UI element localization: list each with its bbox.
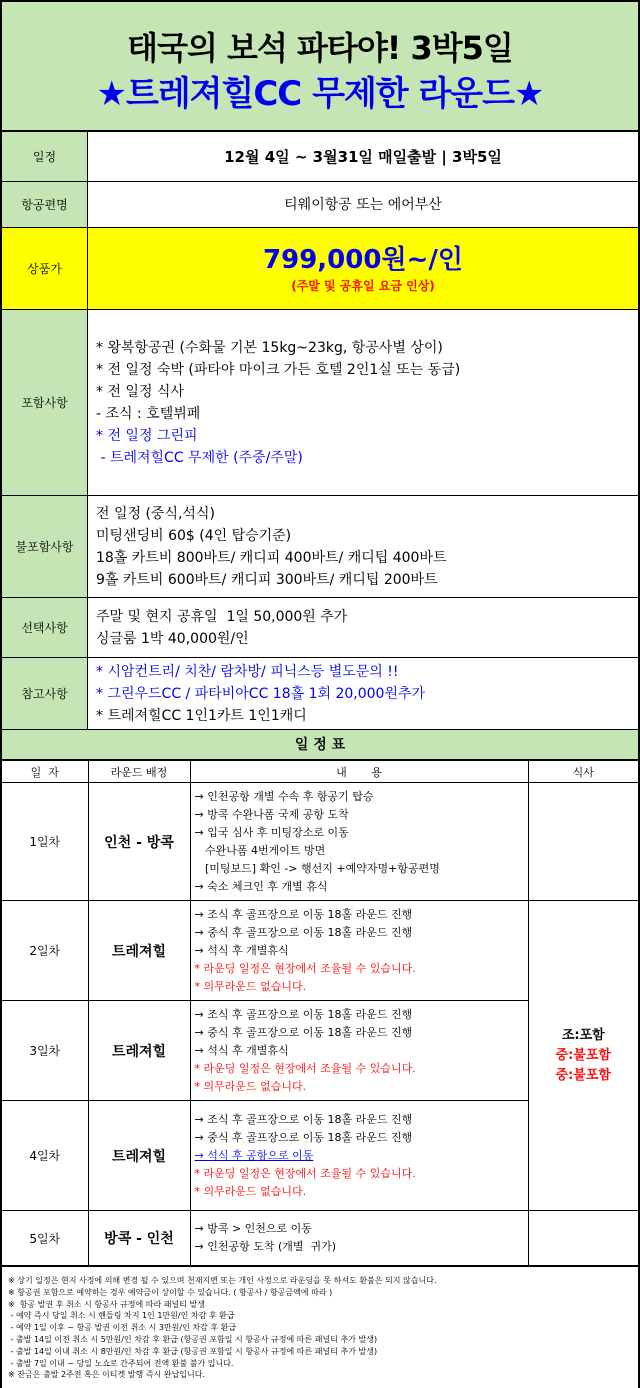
meal-lunch-2: 중:불포함 [555,1067,611,1083]
note-line: - 출발 14일 이내 취소 시 8만원/인 차감 후 환급 (항공권 포함일 시 항공사 규정에 따른 패널티 추가 발생) [8,1346,378,1356]
route-label: 방콕 - 인천 [88,1211,190,1266]
content-line: → 석식 후 공항으로 이동 [194,1148,314,1162]
date-label: 일정 [2,132,88,181]
day-content [190,901,528,1001]
header-content: 내 용 [190,761,528,783]
day-content [190,1101,528,1211]
day-content [190,1001,528,1101]
content-line: → 인천공항 개별 수속 후 항공기 탑승 [194,789,374,803]
excluded-item: 9홀 카트비 600바트/ 캐디피 300바트/ 캐디팁 200바트 [96,571,438,588]
price-value: 799,000원~/인 [263,244,463,275]
content-line: 수완나폼 4번게이트 방면 [194,843,326,857]
excluded-item: 18홀 카트비 800바트/ 캐디피 400바트/ 캐디팁 400바트 [96,549,447,566]
content-line: * 의무라운드 없습니다. [194,1079,307,1093]
route-label: 트레져힐 [88,1001,190,1101]
day-content [190,1211,528,1266]
airline-value: 티웨이항공 또는 에어부산 [284,196,442,213]
meal-lunch: 중:불포함 [555,1047,611,1063]
route-label: 트레져힐 [88,1101,190,1211]
optional-item: 싱글룸 1박 40,000원/인 [96,630,249,647]
note-line: - 출발 14일 이전 취소 시 5만원/인 차감 후 환급 (항공권 포함일 시 항공사 규정에 따른 패널티 추가 발생) [8,1334,378,1344]
table-row [2,1211,638,1266]
note-line: ※ 상기 일정은 현지 사정에 의해 변경 될 수 있으며 천재지변 또는 개인 사정으로 라운딩을 못 하셔도 환불은 되지 않습니다. [8,1276,437,1285]
day-label: 5일차 [2,1211,88,1266]
price-value-cell [88,228,638,309]
title-line-1: 태국의 보석 파타야! 3박5일 [127,29,513,67]
content-line: * 라운딩 일정은 현장에서 조율될 수 있습니다. [194,1061,416,1075]
included-item: - 트레져힐CC 무제한 (주중/주말) [96,449,303,466]
optional-label: 선택사항 [2,598,88,657]
header-route: 라운드 배정 [88,761,190,783]
content-line: [미팅보드] 확인 -> 행선지 +예약자명+항공편명 [194,861,440,875]
excluded-item: 전 일정 (중식,석식) [96,505,215,522]
content-line: * 라운딩 일정은 현장에서 조율될 수 있습니다. [194,961,416,975]
day-label: 1일차 [2,783,88,901]
optional-row [2,598,638,658]
content-line: → 조식 후 골프장으로 이동 18홀 라운드 진행 [194,1112,413,1126]
optional-list [88,598,638,657]
price-row [2,228,638,310]
content-line: → 중식 후 골프장으로 이동 18홀 라운드 진행 [194,1130,413,1144]
title-line-2: ★트레져힐CC 무제한 라운드★ [96,74,544,114]
meal-cell [528,901,638,1211]
table-row [2,783,638,901]
schedule-table [2,760,638,1266]
note-line: - 예약 즉시 당일 취소 시 핸들링 차지 1인 1만원/인 차감 후 환급 [8,1311,235,1321]
content-line: * 라운딩 일정은 현장에서 조율될 수 있습니다. [194,1166,416,1180]
header-day: 일 자 [2,761,88,783]
day-content [190,783,528,901]
airline-label: 항공편명 [2,182,88,227]
route-label: 인천 - 방콕 [88,783,190,901]
excluded-label: 불포함사항 [2,496,88,597]
content-line: → 석식 후 개별휴식 [194,1043,289,1057]
terms-notes [2,1266,638,1388]
reference-item: * 시암컨트리/ 치찬/ 람차방/ 피닉스등 별도문의 !! [96,663,399,680]
airline-row [2,182,638,228]
optional-item: 주말 및 현지 공휴일 1일 50,000원 추가 [96,608,348,625]
note-line: - 출발 7일 이내 ~ 당일 노쇼로 간주되어 전액 환불 불가 입니다. [8,1358,234,1368]
included-label: 포함사항 [2,310,88,495]
included-item: * 전 일정 숙박 (파타야 마이크 가든 호텔 2인1실 또는 동급) [96,361,461,378]
day-label: 4일차 [2,1101,88,1211]
reference-label: 참고사항 [2,658,88,729]
content-line: → 인천공항 도착 (개별 귀가) [194,1240,337,1253]
date-value: 12월 4일 ~ 3월31일 매일출발 | 3박5일 [224,147,502,166]
content-line: * 의무라운드 없습니다. [194,979,307,993]
price-note: (주말 및 공휴일 요금 인상) [291,278,435,293]
content-line: → 방콕 > 인천으로 이동 [194,1222,312,1235]
note-line: - 예약 1일 이후 ~ 항공 발권 이전 취소 시 3만원/인 차감 후 환급 [8,1323,237,1333]
content-line: → 석식 후 개별휴식 [194,943,289,957]
header-meal: 식사 [528,761,638,783]
included-item: * 전 일정 식사 [96,383,184,400]
route-label: 트레져힐 [88,901,190,1001]
day-label: 3일차 [2,1001,88,1101]
content-line: → 중식 후 골프장으로 이동 18홀 라운드 진행 [194,925,413,939]
reference-item: * 그린우드CC / 파타비아CC 18홀 1회 20,000원추가 [96,685,426,702]
meal-breakfast: 조:포함 [561,1027,605,1043]
excluded-row [2,496,638,598]
included-item: * 왕복항공권 (수화물 기본 15kg~23kg, 항공사별 상이) [96,339,443,356]
note-line: ※ 잔금은 출발 2주전 혹은 이티켓 발행 즉시 완납입니다. [8,1370,205,1380]
content-line: → 조식 후 골프장으로 이동 18홀 라운드 진행 [194,1007,413,1021]
content-line: → 입국 심사 후 미팅장소로 이동 [194,825,349,839]
day-label: 2일차 [2,901,88,1001]
excluded-item: 미팅샌딩비 60$ (4인 탑승기준) [96,527,292,544]
content-line: → 중식 후 골프장으로 이동 18홀 라운드 진행 [194,1025,413,1039]
meal-blank [528,783,638,901]
included-item: * 전 일정 그린피 [96,427,198,444]
included-list [88,310,638,495]
excluded-list [88,496,638,597]
reference-row [2,658,638,730]
schedule-title: 일 정 표 [2,730,638,760]
date-row [2,132,638,182]
price-label: 상품가 [2,228,88,309]
content-line: → 방콕 수완나폼 국제 공항 도착 [194,807,349,821]
reference-item: * 트레져힐CC 1인1카트 1인1캐디 [96,707,307,724]
included-row [2,310,638,496]
schedule-header-row [2,761,638,783]
meal-blank [528,1211,638,1266]
note-line: ※ 항공권 포함으로 예약하는 경우 예약금이 상이할 수 있습니다. ( 항공사 / 항공금액에 따라 ) [8,1287,333,1297]
included-item: - 조식 : 호텔뷔페 [96,405,201,422]
content-line: → 숙소 체크인 후 개별 휴식 [194,879,328,893]
reference-list [88,658,638,729]
table-row [2,901,638,1001]
note-line: ※ 항공 발권 후 취소 시 항공사 규정에 따라 패널티 발생 [8,1299,205,1309]
content-line: * 의무라운드 없습니다. [194,1184,307,1198]
title-banner [2,2,638,132]
content-line: → 조식 후 골프장으로 이동 18홀 라운드 진행 [194,907,413,921]
